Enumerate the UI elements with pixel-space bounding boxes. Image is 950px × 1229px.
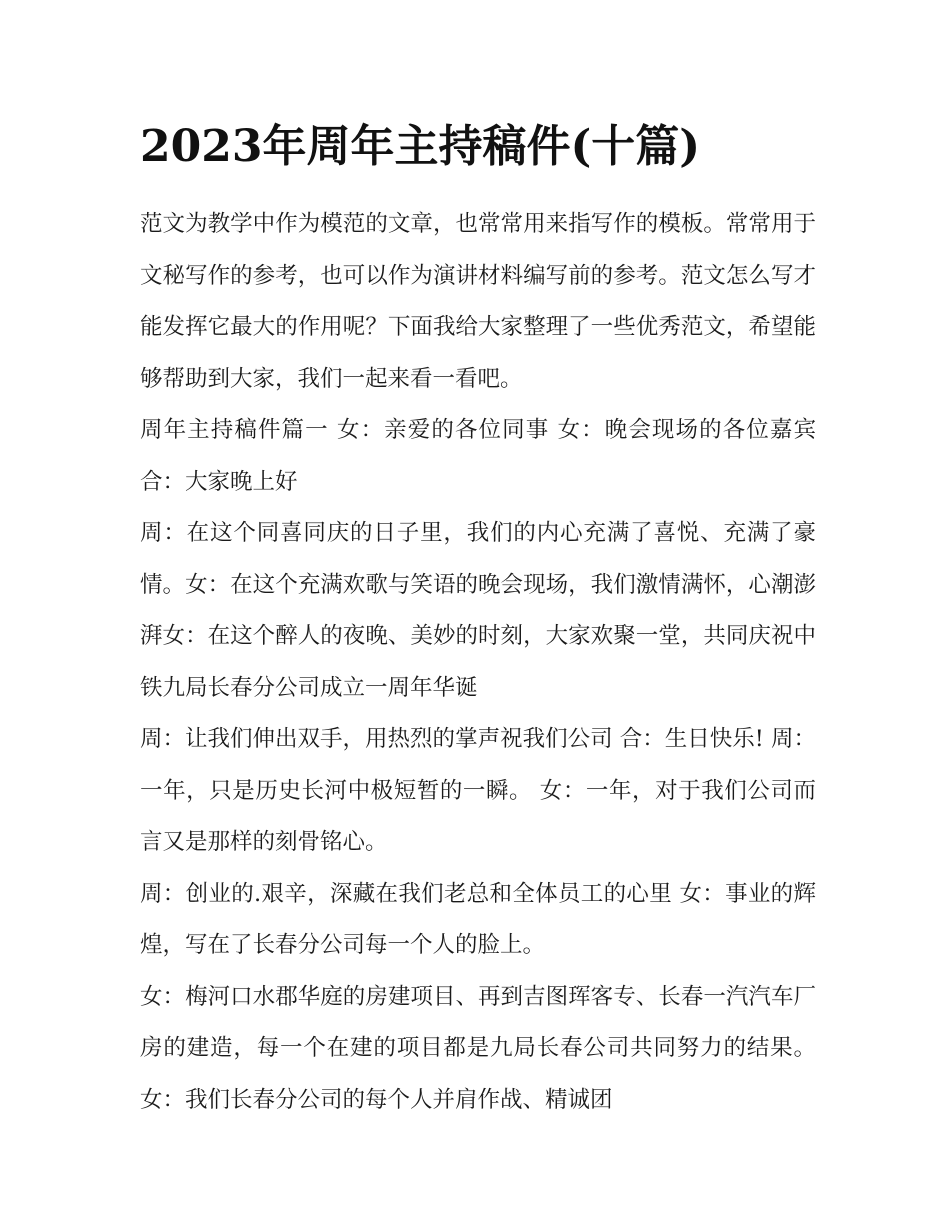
script-paragraph-5: 女：梅河口水郡华庭的房建项目、再到吉图珲客专、长春一汽汽车厂房的建造，每一个在建的项目都是九局长春公司共同努力的结果。女：我们长春分公司的每个人并肩作战、精诚团 [140,983,816,1113]
script-paragraph-1: 周年主持稿件篇一 女：亲爱的各位同事 女：晚会现场的各位嘉宾 合：大家晚上好 [140,417,816,495]
intro-paragraph: 范文为教学中作为模范的文章，也常常用来指写作的模板。常常用于文秘写作的参考，也可以作为演讲材料编写前的参考。范文怎么写才能发挥它最大的作用呢？下面我给大家整理了一些优秀范文，希望能够帮助到大家，我们一起来看一看吧。 [140,211,816,392]
document-body [140,199,816,1126]
script-paragraph-2: 周：在这个同喜同庆的日子里，我们的内心充满了喜悦、充满了豪情。女：在这个充满欢歌与笑语的晚会现场，我们激情满怀，心潮澎湃女：在这个醉人的夜晚、美妙的时刻，大家欢聚一堂，共同庆祝中铁九局长春分公司成立一周年华诞 [140,520,816,701]
script-paragraph-3: 周：让我们伸出双手，用热烈的掌声祝我们公司 合：生日快乐! 周：一年，只是历史长河中极短暂的一瞬。 女：一年，对于我们公司而言又是那样的刻骨铭心。 [140,726,816,855]
script-paragraph-4: 周：创业的.艰辛，深藏在我们老总和全体员工的心里 女：事业的辉煌，写在了长春分公司每一个人的脸上。 [140,880,816,958]
document-title: 2023年周年主持稿件(十篇) [140,121,701,172]
